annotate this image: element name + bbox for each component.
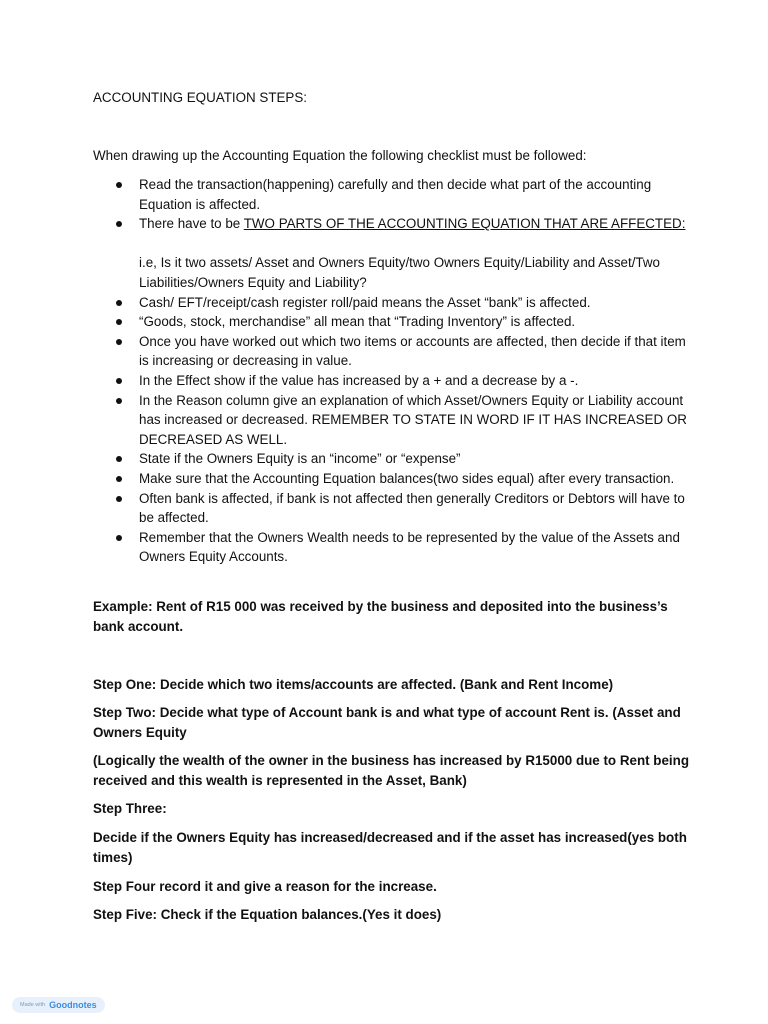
goodnotes-watermark [12, 997, 105, 1013]
logic-note: (Logically the wealth of the owner in the business has increased by R15000 due to Rent being received and this wealth is represented in the Asset, Bank) [93, 753, 690, 788]
underlined-emphasis: TWO PARTS OF THE ACCOUNTING EQUATION THAT ARE AFFECTED: [243, 216, 686, 232]
checklist-item [93, 489, 693, 528]
step-five: Step Five: Check if the Equation balances.(Yes it does) [93, 907, 442, 922]
checklist-item [93, 371, 693, 391]
checklist-item-text: Often bank is affected, if bank is not affected then generally Creditors or Debtors will have to be affected. [139, 490, 685, 526]
checklist-item [93, 312, 693, 332]
checklist-item-text: “Goods, stock, merchandise” all mean that “Trading Inventory” is affected. [139, 314, 576, 330]
watermark-made-with: Made with [20, 1002, 46, 1008]
checklist-item [93, 175, 693, 214]
checklist-item [93, 391, 693, 450]
checklist-item [93, 469, 693, 489]
example-paragraph: Example: Rent of R15 000 was received by the business and deposited into the business’s bank account. [93, 599, 668, 634]
checklist-item-text: Make sure that the Accounting Equation balances(two sides equal) after every transaction. [139, 470, 675, 486]
checklist-item-text: In the Effect show if the value has increased by a + and a decrease by a -. [139, 372, 579, 388]
intro-paragraph: When drawing up the Accounting Equation the following checklist must be followed: [93, 148, 587, 163]
checklist-item-subtext: i.e, Is it two assets/ Asset and Owners Equity/two Owners Equity/Liability and Asset/Two Liabilities/Owners Equity and Liability? [139, 255, 660, 290]
checklist-item-text: Once you have worked out which two items or accounts are affected, then decide if that item is increasing or decreasing in value. [139, 333, 686, 369]
watermark-brand: Goodnotes [49, 1000, 97, 1010]
step-three-detail: Decide if the Owners Equity has increased/decreased and if the asset has increased(yes both times) [93, 830, 687, 865]
checklist-item-text: In the Reason column give an explanation of which Asset/Owners Equity or Liability account has increased or decreased. REMEMBER TO STATE IN WORD IF IT HAS INCREASED OR DECREASED AS WELL. [139, 392, 687, 447]
checklist-item [93, 293, 693, 313]
step-four: Step Four record it and give a reason for the increase. [93, 879, 437, 894]
checklist-item-text: Cash/ EFT/receipt/cash register roll/paid means the Asset “bank” is affected. [139, 294, 591, 310]
checklist-item-text: Read the transaction(happening) carefully and then decide what part of the accounting Equation is affected. [139, 177, 652, 212]
document-title: ACCOUNTING EQUATION STEPS: [93, 90, 308, 105]
checklist-item [93, 332, 693, 371]
checklist-item [93, 449, 693, 469]
checklist-item-text: State if the Owners Equity is an “income” or “expense” [139, 451, 461, 467]
step-two: Step Two: Decide what type of Account bank is and what type of account Rent is. (Asset and Owners Equity [93, 705, 681, 740]
checklist-item [93, 214, 693, 292]
checklist-item [93, 528, 693, 567]
checklist-item-text [139, 214, 693, 234]
step-one: Step One: Decide which two items/accounts are affected. (Bank and Rent Income) [93, 677, 614, 692]
step-three: Step Three: [93, 801, 167, 816]
checklist-item-text: Remember that the Owners Wealth needs to be represented by the value of the Assets and Owners Equity Accounts. [139, 529, 680, 565]
checklist [93, 175, 693, 567]
checklist-item-prefix: There have to be [139, 216, 244, 232]
